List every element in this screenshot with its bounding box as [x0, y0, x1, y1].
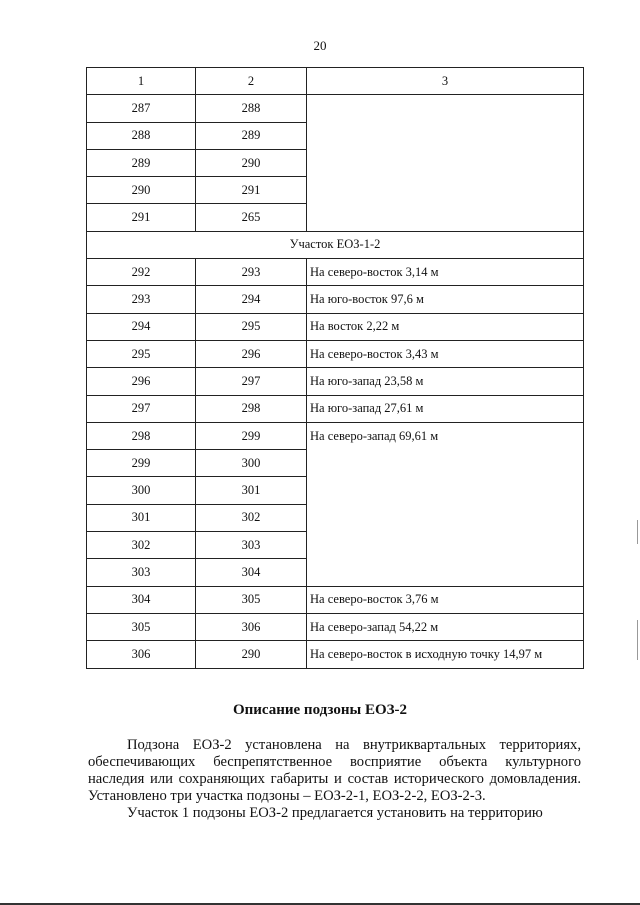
table-row	[87, 586, 584, 613]
table-row	[87, 259, 584, 286]
point-from: 291	[87, 204, 196, 231]
point-from: 293	[87, 286, 196, 313]
point-to: 265	[196, 204, 307, 231]
paragraph: Участок 1 подзоны ЕОЗ-2 предлагается установить на территорию	[127, 805, 543, 821]
point-to: 299	[196, 422, 307, 449]
point-to: 296	[196, 340, 307, 367]
point-to: 290	[196, 149, 307, 176]
point-from: 295	[87, 340, 196, 367]
point-from: 303	[87, 559, 196, 586]
point-to: 305	[196, 586, 307, 613]
point-from: 298	[87, 422, 196, 449]
point-from: 296	[87, 368, 196, 395]
point-to: 294	[196, 286, 307, 313]
point-to: 300	[196, 450, 307, 477]
table-row	[87, 422, 584, 449]
point-to: 298	[196, 395, 307, 422]
point-from: 290	[87, 177, 196, 204]
boundary-points-table	[86, 67, 584, 669]
point-from: 300	[87, 477, 196, 504]
point-to: 293	[196, 259, 307, 286]
direction-description: На северо-восток в исходную точку 14,97 м	[307, 641, 584, 668]
table-row	[87, 95, 584, 122]
point-to: 303	[196, 532, 307, 559]
body-text	[88, 737, 581, 822]
table-row	[87, 313, 584, 340]
point-from: 301	[87, 504, 196, 531]
direction-description: На юго-запад 27,61 м	[307, 395, 584, 422]
point-from: 292	[87, 259, 196, 286]
point-to: 301	[196, 477, 307, 504]
point-from: 302	[87, 532, 196, 559]
direction-description: На юго-запад 23,58 м	[307, 368, 584, 395]
column-header-1: 1	[87, 68, 196, 95]
point-to: 297	[196, 368, 307, 395]
point-to: 291	[196, 177, 307, 204]
page-number: 20	[313, 38, 327, 53]
section-label: Участок ЕОЗ-1-2	[87, 231, 584, 258]
table-header-row	[87, 68, 584, 95]
section-row	[87, 231, 584, 258]
point-from: 297	[87, 395, 196, 422]
point-to: 289	[196, 122, 307, 149]
point-from: 287	[87, 95, 196, 122]
table-row	[87, 286, 584, 313]
table-row	[87, 340, 584, 367]
column-header-3: 3	[307, 68, 584, 95]
point-from: 288	[87, 122, 196, 149]
section-heading: Описание подзоны ЕОЗ-2	[232, 702, 408, 718]
direction-description: На юго-восток 97,6 м	[307, 286, 584, 313]
point-to: 304	[196, 559, 307, 586]
direction-description: На северо-восток 3,76 м	[307, 586, 584, 613]
point-from: 294	[87, 313, 196, 340]
point-to: 306	[196, 613, 307, 640]
table-row	[87, 368, 584, 395]
point-to: 290	[196, 641, 307, 668]
point-from: 299	[87, 450, 196, 477]
point-to: 302	[196, 504, 307, 531]
table-row	[87, 395, 584, 422]
direction-description: На северо-восток 3,43 м	[307, 340, 584, 367]
table-row	[87, 641, 584, 668]
scan-artifact	[637, 620, 638, 660]
table-row	[87, 613, 584, 640]
point-from: 289	[87, 149, 196, 176]
paragraph: Подзона ЕОЗ-2 установлена на внутриквартальных территориях, обеспечивающих беспрепятственное восприятие объекта культурного наследия или сохраняющих габариты и состав исторического домовладения. Установлено три участка подзоны – ЕОЗ-2-1, ЕОЗ-2-2, ЕОЗ-2-3.	[88, 737, 581, 804]
point-from: 305	[87, 613, 196, 640]
column-header-2: 2	[196, 68, 307, 95]
point-to: 295	[196, 313, 307, 340]
scan-artifact	[637, 520, 638, 544]
direction-description: На северо-запад 54,22 м	[307, 613, 584, 640]
point-from: 304	[87, 586, 196, 613]
point-to: 288	[196, 95, 307, 122]
point-from: 306	[87, 641, 196, 668]
direction-description: На восток 2,22 м	[307, 313, 584, 340]
direction-description: На северо-запад 69,61 м	[307, 422, 584, 586]
direction-description: На северо-восток 3,14 м	[307, 259, 584, 286]
direction-cell-empty	[307, 95, 584, 231]
